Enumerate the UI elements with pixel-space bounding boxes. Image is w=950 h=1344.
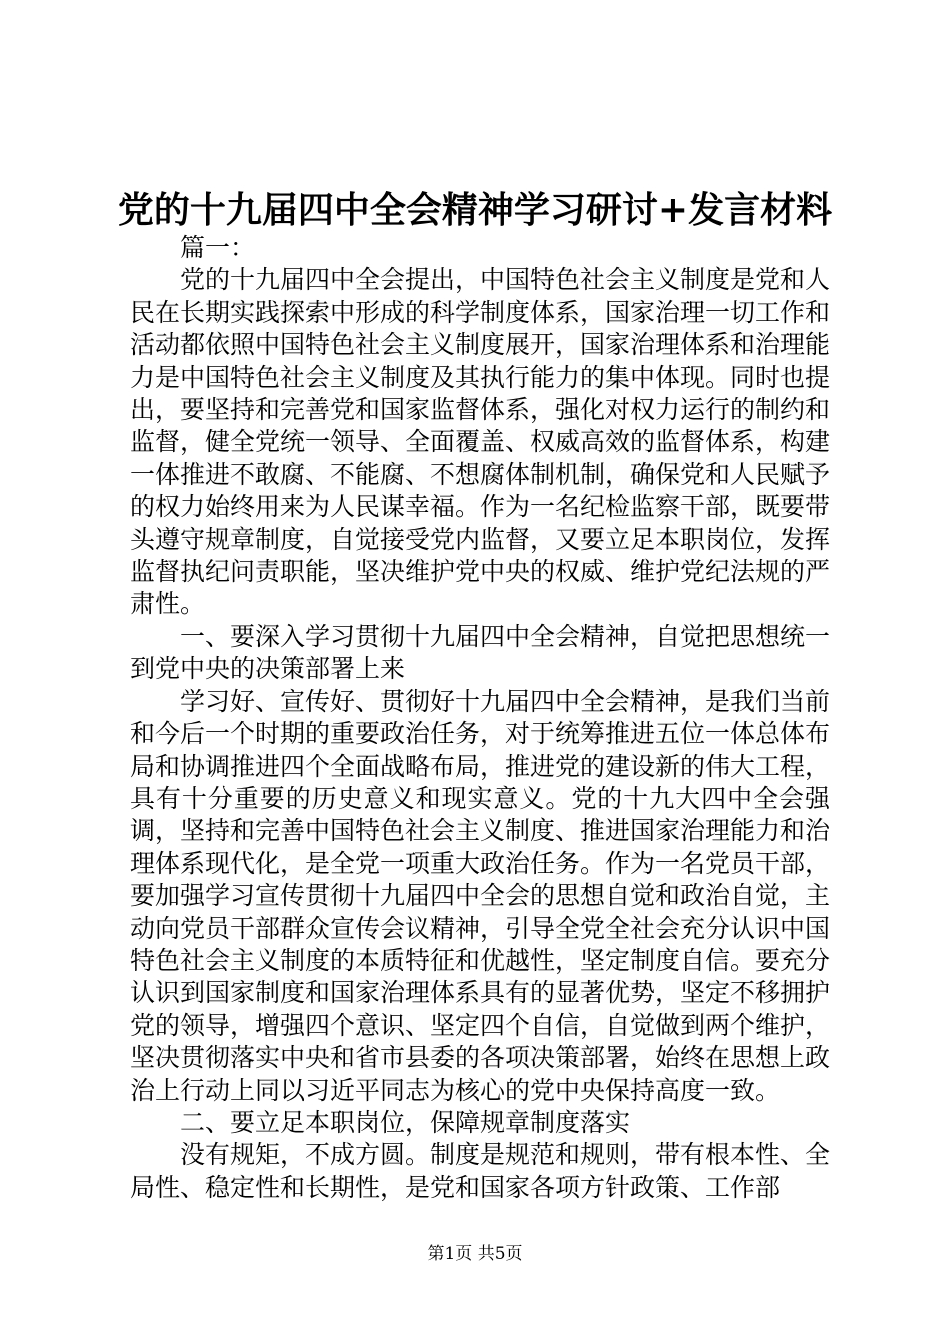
body-paragraph: 没有规矩，不成方圆。制度是规范和规则，带有根本性、全局性、稳定性和长期性，是党和国家各项方针政策、工作部 xyxy=(130,1140,831,1202)
body-paragraph: 学习好、宣传好、贯彻好十九届四中全会精神，是我们当前和今后一个时期的重要政治任务，对于统筹推进五位一体总体布局和协调推进四个全面战略布局，推进党的建设新的伟大工程，具有十分重要的历史意义和现实意义。党的十九大四中全会强调，坚持和完善中国特色社会主义制度、推进国家治理能力和治理体系现代化，是全党一项重大政治任务。作为一名党员干部，要加强学习宣传贯彻十九届四中全会的思想自觉和政治自觉，主动向党员干部群众宣传会议精神，引导全党全社会充分认识中国特色社会主义制度的本质特征和优越性，坚定制度自信。要充分认识到国家制度和国家治理体系具有的显著优势，坚定不移拥护党的领导，增强四个意识、坚定四个自信，自觉做到两个维护，坚决贯彻落实中央和省市县委的各项决策部署，始终在思想上政治上行动上同以习近平同志为核心的党中央保持高度一致。 xyxy=(130,686,831,1105)
body-paragraph: 党的十九届四中全会提出，中国特色社会主义制度是党和人民在长期实践探索中形成的科学制度体系，国家治理一切工作和活动都依照中国特色社会主义制度展开，国家治理体系和治理能力是中国特色社会主义制度及其执行能力的集中体现。同时也提出，要坚持和完善党和国家监督体系，强化对权力运行的制约和监督，健全党统一领导、全面覆盖、权威高效的监督体系，构建一体推进不敢腐、不能腐、不想腐体制机制，确保党和人民赋予的权力始终用来为人民谋幸福。作为一名纪检监察干部，既要带头遵守规章制度，自觉接受党内监督，又要立足本职岗位，发挥监督执纪问责职能，坚决维护党中央的权威、维护党纪法规的严肃性。 xyxy=(130,265,831,619)
section-heading: 二、要立足本职岗位，保障规章制度落实 xyxy=(180,1107,631,1137)
section-heading: 一、要深入学习贯彻十九届四中全会精神，自觉把思想统一到党中央的决策部署上来 xyxy=(130,621,831,684)
document-title: 党的十九届四中全会精神学习研讨+发言材料 xyxy=(117,189,833,231)
page-footer: 第1页 共5页 xyxy=(427,1244,523,1264)
section-label: 篇一： xyxy=(180,233,256,262)
document-body xyxy=(130,232,830,1204)
